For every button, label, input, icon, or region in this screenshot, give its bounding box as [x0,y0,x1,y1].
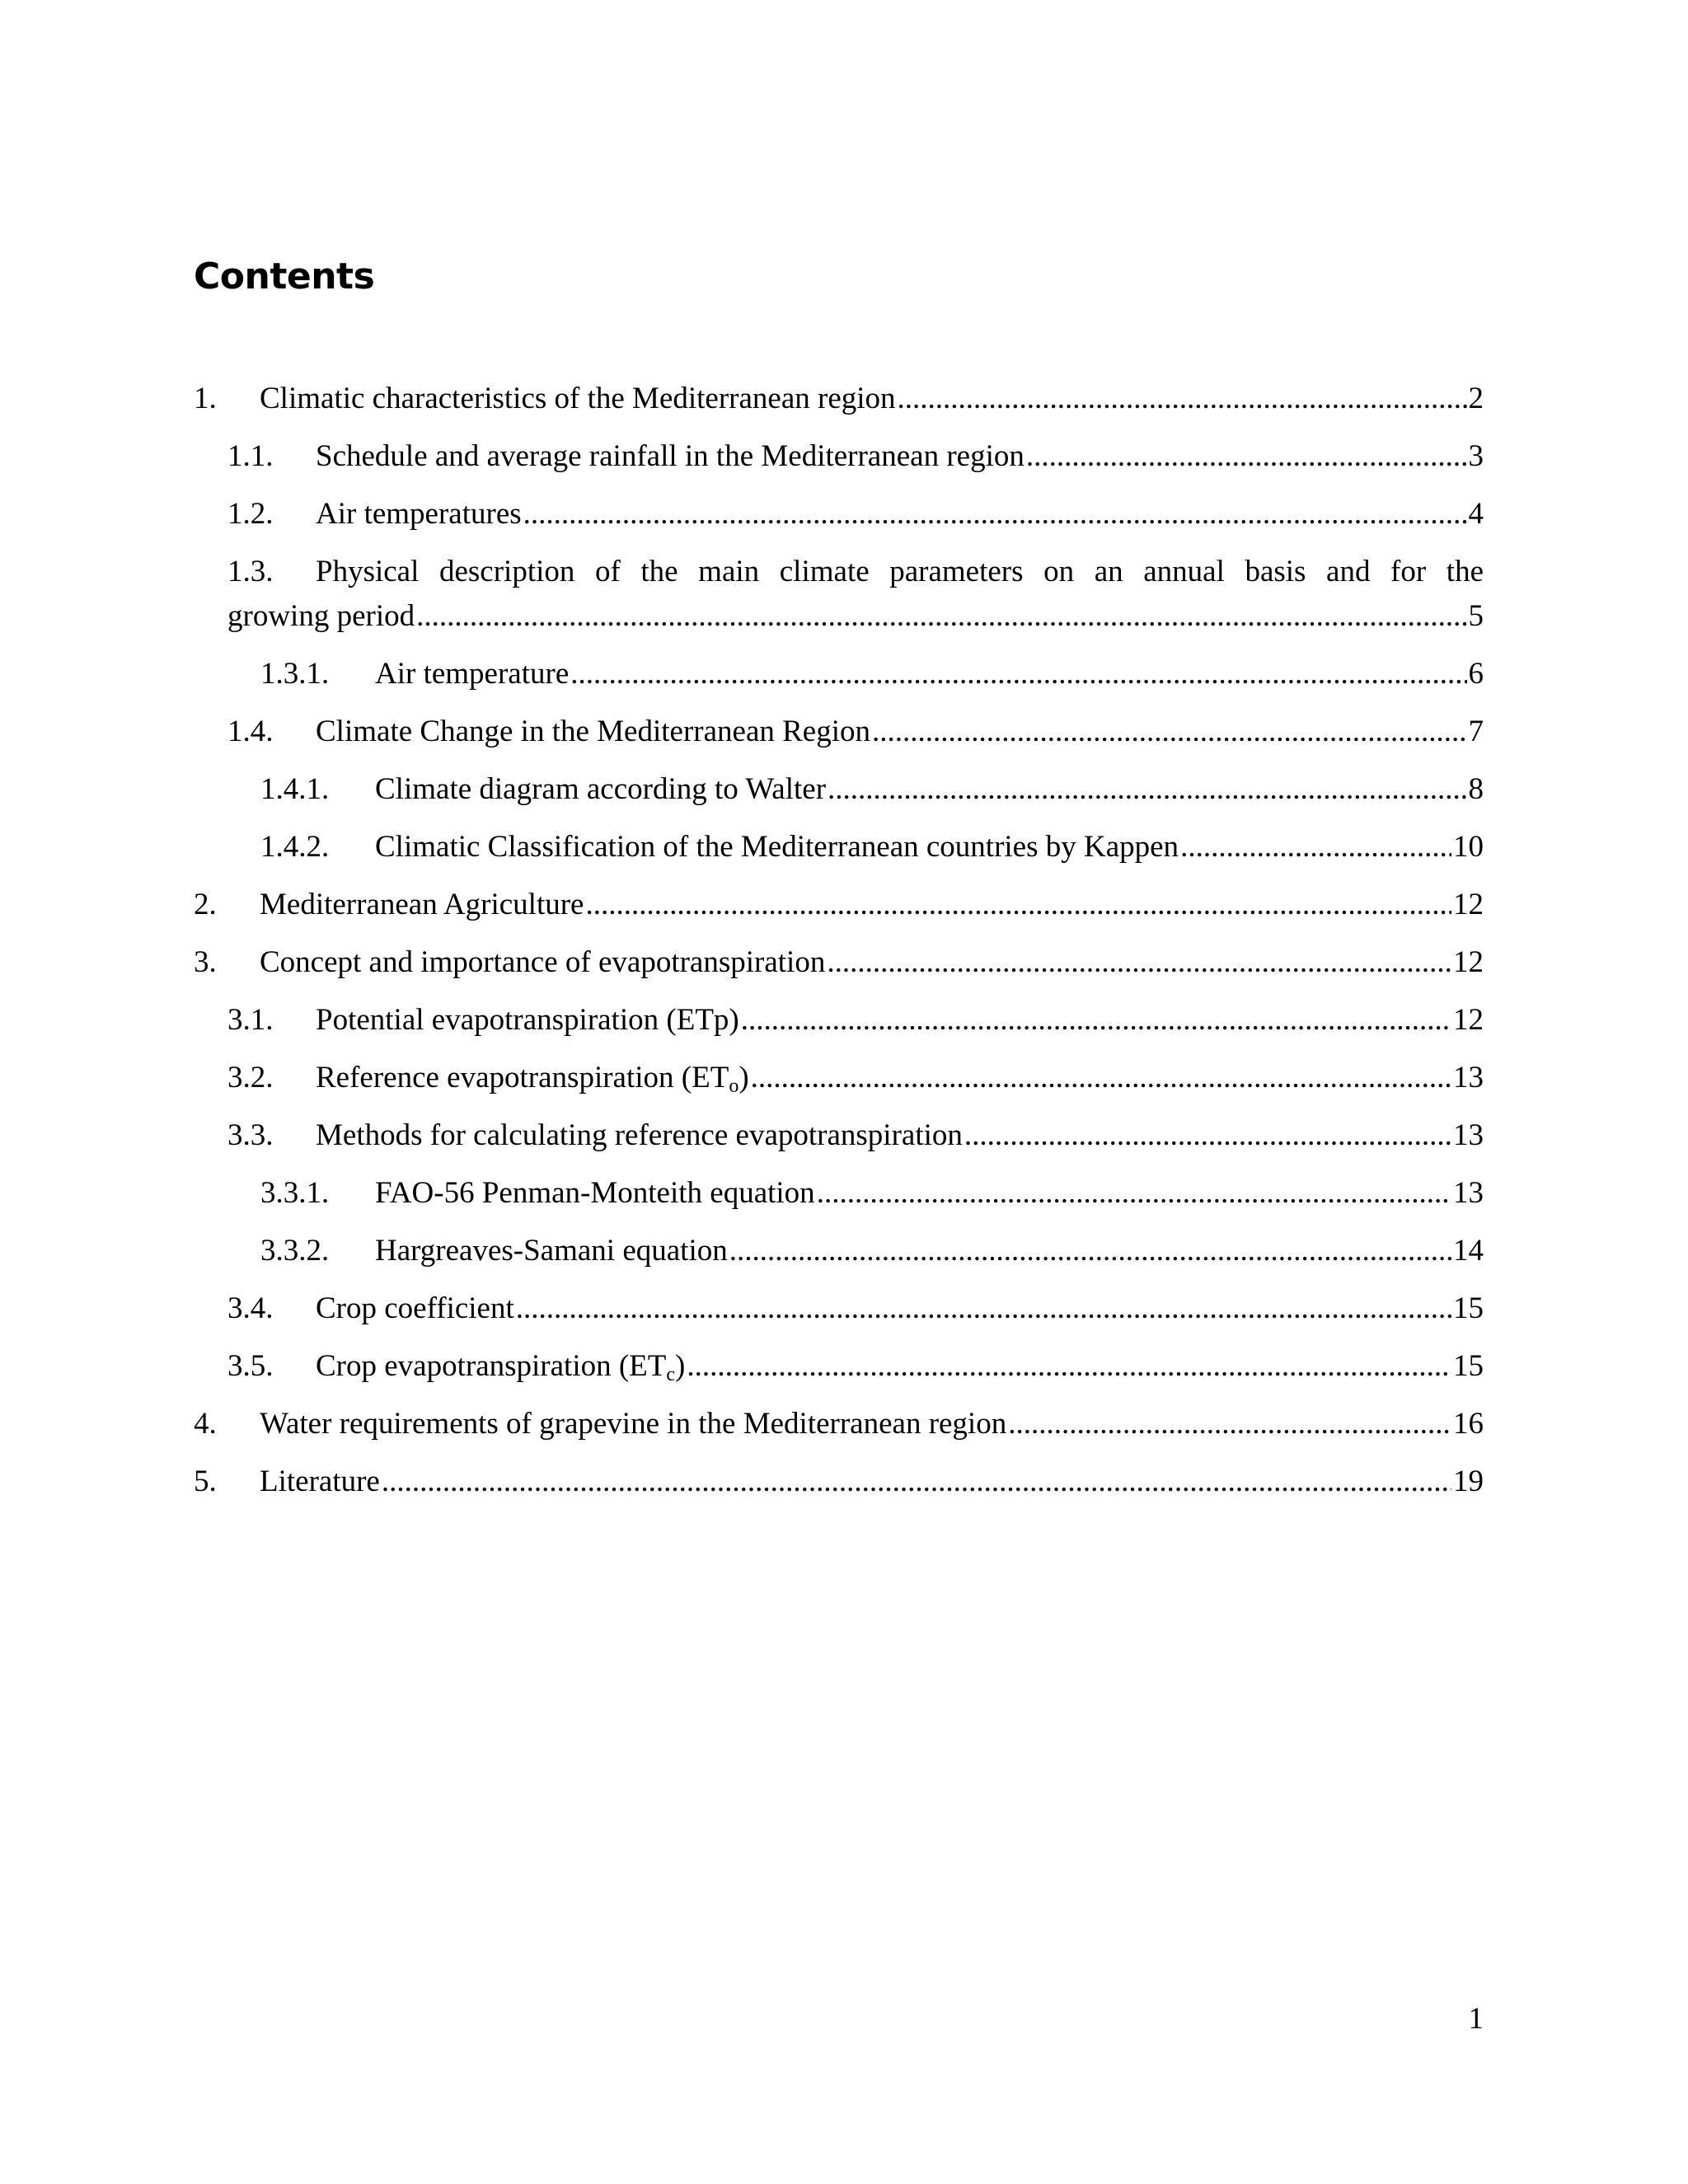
toc-entry-page: 10 [1453,830,1484,864]
toc-entry-page: 6 [1468,657,1484,691]
toc-entry-page: 15 [1453,1291,1484,1325]
toc-entry-number: 1.4.1. [260,772,330,806]
toc-entry-page: 7 [1468,715,1484,748]
contents-heading: Contents [194,255,375,298]
toc-entry-title: Schedule and average rainfall in the Mediterranean region [316,439,1025,473]
toc-entry-page: 3 [1468,439,1484,473]
toc-entry-page: 12 [1453,1003,1484,1037]
dot-leader [382,1464,1451,1500]
toc-entry-page: 13 [1453,1118,1484,1152]
toc-entry-title: Concept and importance of evapotranspiration [260,945,826,979]
toc-entry-page: 5 [1468,599,1484,633]
toc-entry-number: 3.3.2. [260,1234,330,1268]
toc-entry-page: 8 [1468,772,1484,806]
toc-entry-title: Climate Change in the Mediterranean Region [316,715,870,748]
toc-entry-page: 13 [1453,1176,1484,1210]
toc-entry-title: Climatic characteristics of the Mediterranean region [260,382,896,415]
dot-leader [1026,438,1467,475]
toc-entry-page: 12 [1453,888,1484,921]
dot-leader [741,1002,1451,1038]
dot-leader [416,598,1466,635]
toc-entry-title: Climatic Classification of the Mediterranean countries by Kappen [375,830,1179,864]
dot-leader [964,1118,1451,1154]
dot-leader [570,656,1466,692]
toc-entry-title: FAO-56 Penman-Monteith equation [375,1176,815,1210]
toc-entry-title: Methods for calculating reference evapotranspiration [316,1118,963,1152]
toc-entry-number: 1.4.2. [260,830,330,864]
toc-entry-page: 19 [1453,1465,1484,1498]
toc-entry-number: 4. [194,1407,217,1441]
dot-leader [751,1060,1451,1096]
toc-entry-title: Water requirements of grapevine in the Mediterranean region [260,1407,1007,1441]
dot-leader [872,714,1467,750]
dot-leader [898,381,1467,417]
toc-entry-number: 2. [194,888,217,921]
toc-entry-title: Mediterranean Agriculture [260,888,584,921]
toc-entry-page: 2 [1468,382,1484,415]
dot-leader [828,771,1466,808]
toc-entry-number: 3.4. [227,1291,274,1325]
toc-entry-number: 1.2. [227,497,274,531]
dot-leader [1180,829,1451,865]
toc-entry-number: 5. [194,1465,217,1498]
toc-entry-number: 3.3. [227,1118,274,1152]
dot-leader [729,1233,1451,1269]
toc-entry-number: 1.1. [227,439,274,473]
toc-entry-page: 14 [1453,1234,1484,1268]
toc-entry-title: Crop evapotranspiration (ETc) [316,1349,686,1385]
dot-leader [1008,1406,1451,1442]
toc-entry-number: 1. [194,382,217,415]
toc-entry-title: Potential evapotranspiration (ETp) [316,1003,739,1037]
toc-entry-title: Air temperatures [316,497,522,531]
toc-entry-page: 15 [1453,1349,1484,1383]
toc-entry-number: 3.2. [227,1061,274,1094]
toc-entry-number: 3.3.1. [260,1176,330,1210]
toc-entry-number: 3.5. [227,1349,274,1383]
toc-entry-number: 1.3.1. [260,657,330,691]
toc-entry-title: Crop coefficient [316,1291,514,1325]
dot-leader [523,496,1467,532]
toc-entry-page: 13 [1453,1061,1484,1094]
toc-entry-title: Hargreaves-Samani equation [375,1234,728,1268]
dot-leader [687,1348,1451,1385]
dot-leader [516,1291,1451,1327]
toc-entry-title: Air temperature [375,657,570,691]
toc-entry-page: 4 [1468,497,1484,531]
dot-leader [585,887,1451,923]
dot-leader [827,944,1451,981]
toc-entry-number: 1.4. [227,715,274,748]
toc-entry-title: Climate diagram according to Walter [375,772,827,806]
toc-entry-title-line1: Physical description of the main climate parameters on an annual basis and for the [316,555,1484,588]
toc-entry-page: 12 [1453,945,1484,979]
toc-entry-title: Reference evapotranspiration (ETo) [316,1061,749,1097]
dot-leader [817,1175,1451,1212]
toc-entry-title-line2: growing period [227,599,415,633]
toc-entry-title: Literature [260,1465,380,1498]
toc-entry-number: 1.3. [227,555,274,588]
toc-entry-page: 16 [1453,1407,1484,1441]
page-number: 1 [1468,2002,1484,2036]
toc-entry-number: 3.1. [227,1003,274,1037]
toc-entry-number: 3. [194,945,217,979]
